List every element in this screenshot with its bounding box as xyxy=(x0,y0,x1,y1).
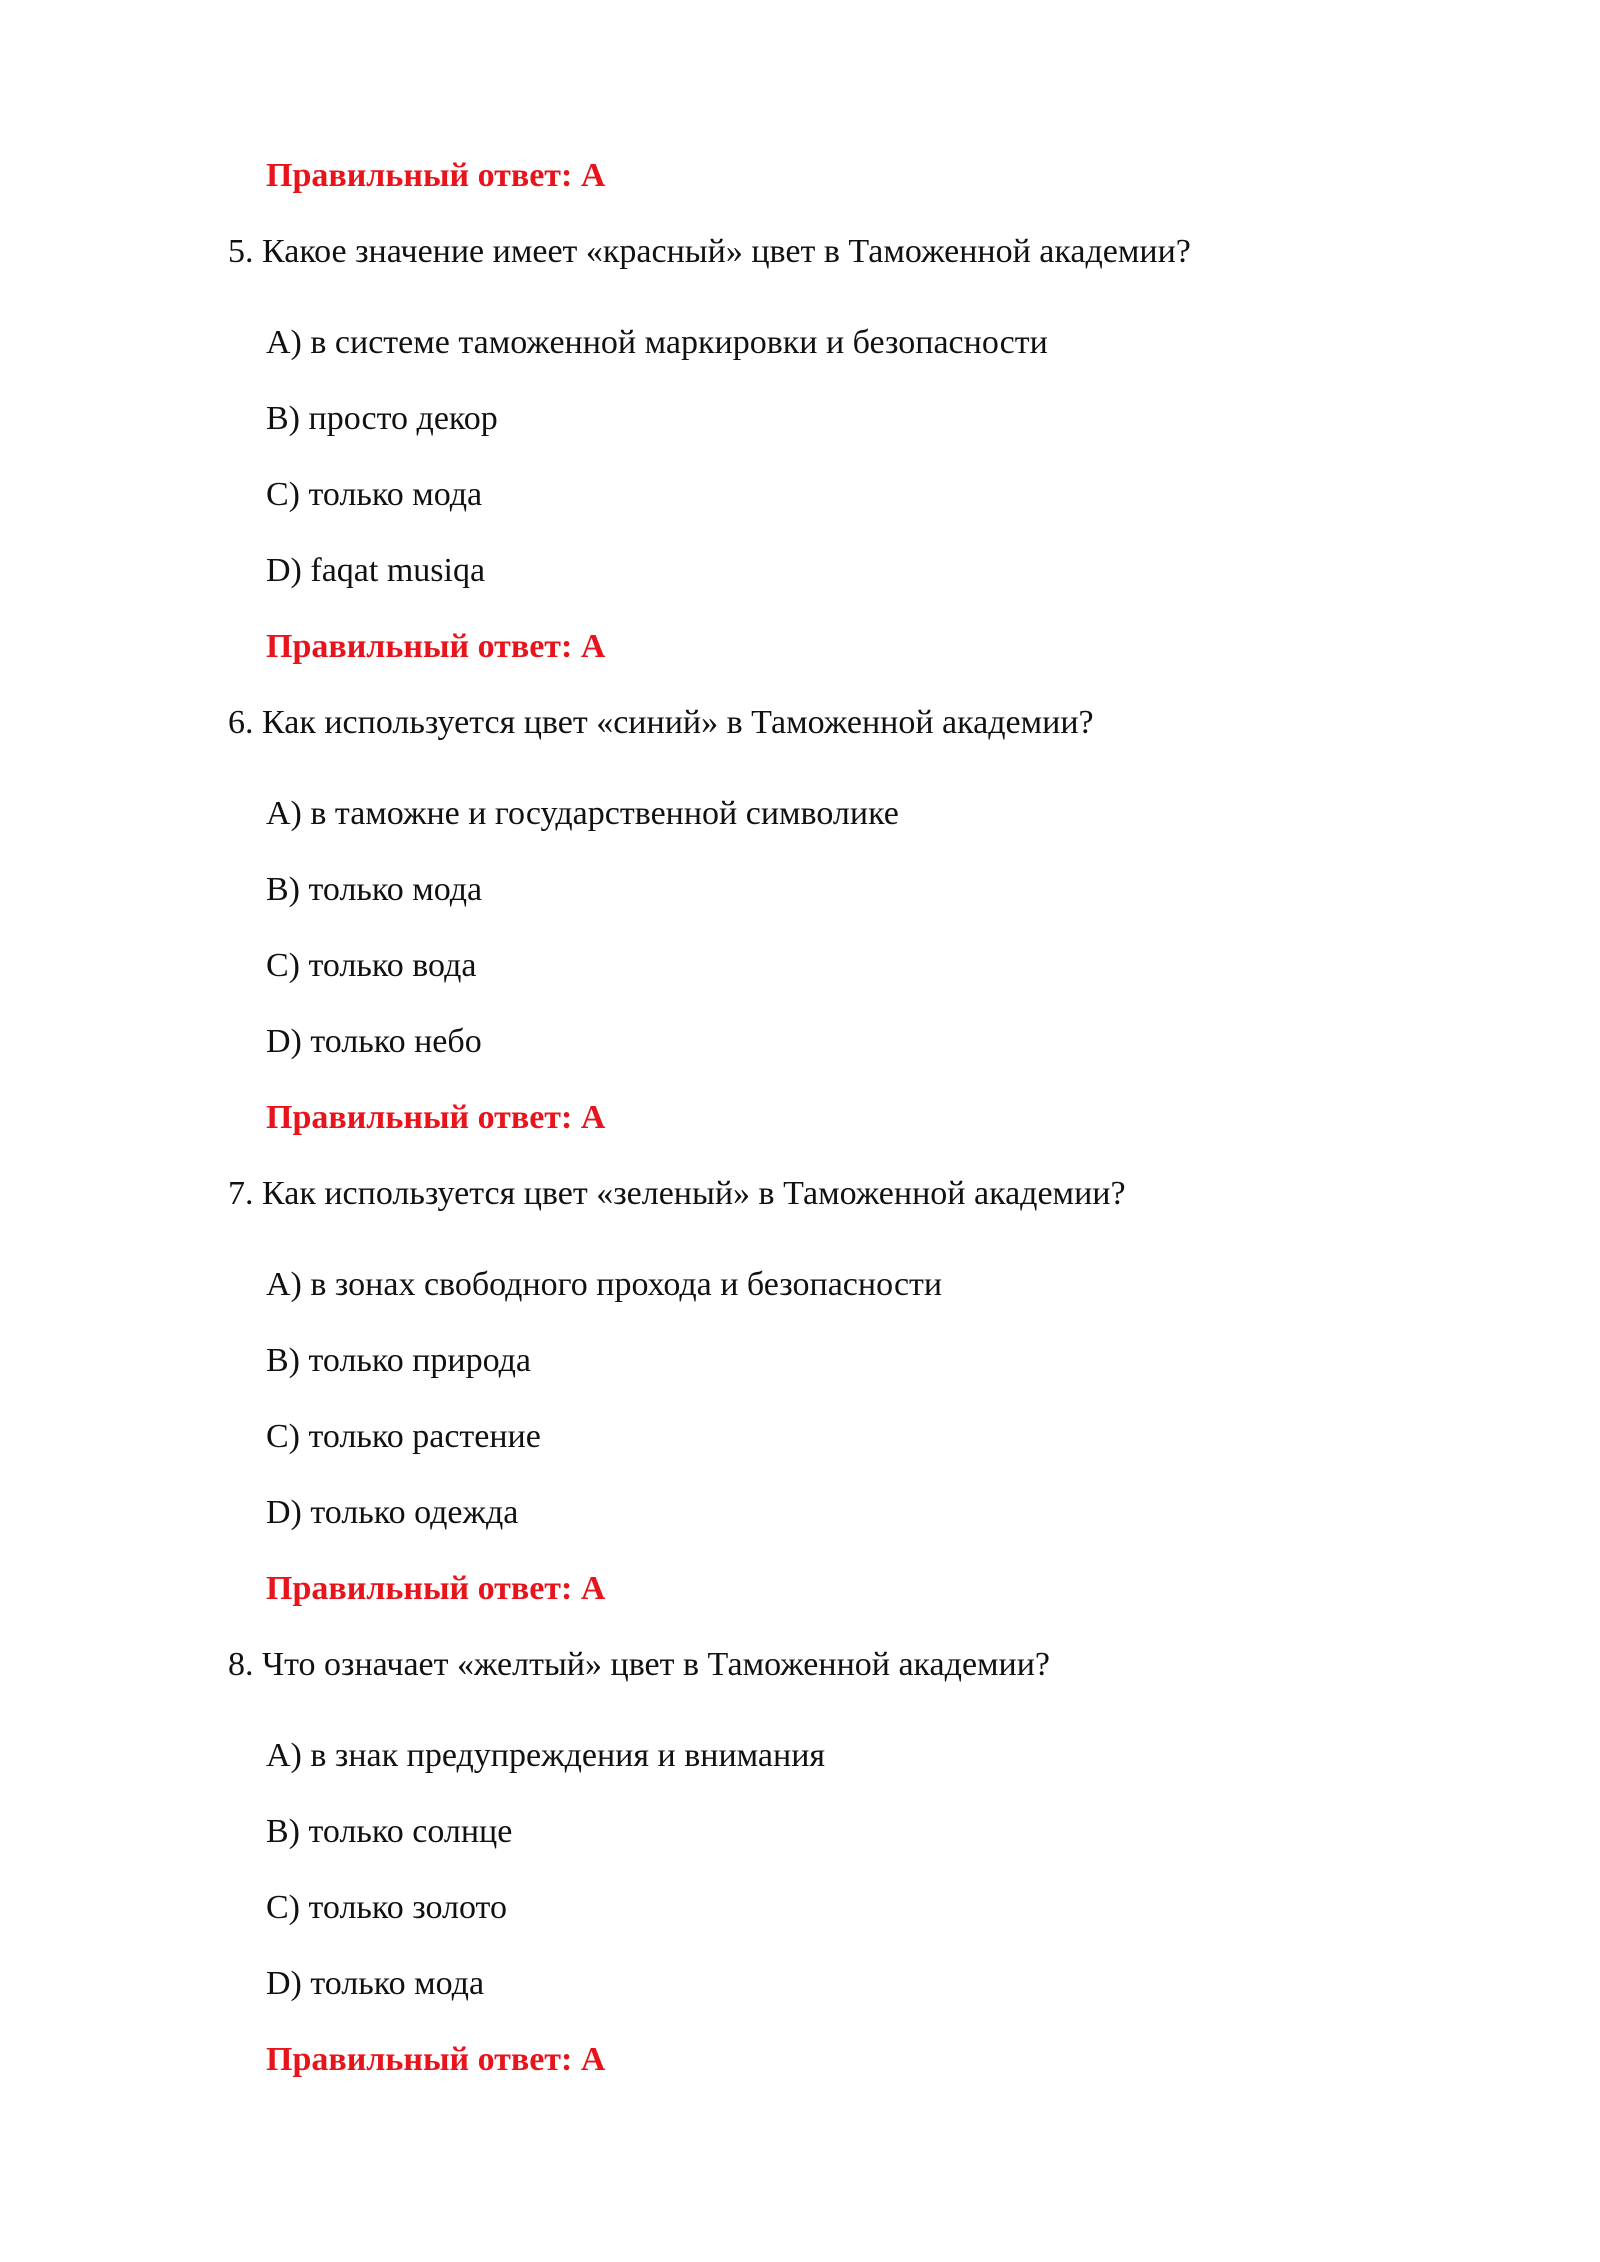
question-7: 7. Как используется цвет «зеленый» в Таможенной академии? xyxy=(228,1175,1126,1212)
question-6-option-c: C) только вода xyxy=(266,947,477,984)
correct-answer-6: Правильный ответ: A xyxy=(266,1099,606,1136)
question-7-option-a: A) в зонах свободного прохода и безопасности xyxy=(266,1266,943,1303)
question-8-option-c: C) только золото xyxy=(266,1889,507,1926)
question-6-option-a: A) в таможне и государственной символике xyxy=(266,795,899,832)
question-6: 6. Как используется цвет «синий» в Таможенной академии? xyxy=(228,704,1094,741)
question-8-option-d: D) только мода xyxy=(266,1965,485,2002)
question-5-option-d: D) faqat musiqa xyxy=(266,552,486,589)
question-7-option-b: B) только природа xyxy=(266,1342,532,1379)
question-5-option-b: B) просто декор xyxy=(266,400,498,437)
question-6-option-b: B) только мода xyxy=(266,871,483,908)
question-8: 8. Что означает «желтый» цвет в Таможенной академии? xyxy=(228,1646,1051,1683)
question-8-option-b: B) только солнце xyxy=(266,1813,513,1850)
question-5-option-c: C) только мода xyxy=(266,476,483,513)
question-8-option-a: A) в знак предупреждения и внимания xyxy=(266,1737,826,1774)
correct-answer-4: Правильный ответ: A xyxy=(266,157,606,194)
question-7-option-c: C) только растение xyxy=(266,1418,541,1455)
question-7-option-d: D) только одежда xyxy=(266,1494,519,1531)
question-6-option-d: D) только небо xyxy=(266,1023,482,1060)
correct-answer-8: Правильный ответ: A xyxy=(266,2041,606,2078)
correct-answer-7: Правильный ответ: A xyxy=(266,1570,606,1607)
correct-answer-5: Правильный ответ: A xyxy=(266,628,606,665)
question-5: 5. Какое значение имеет «красный» цвет в Таможенной академии? xyxy=(228,233,1191,270)
question-5-option-a: A) в системе таможенной маркировки и безопасности xyxy=(266,324,1048,361)
